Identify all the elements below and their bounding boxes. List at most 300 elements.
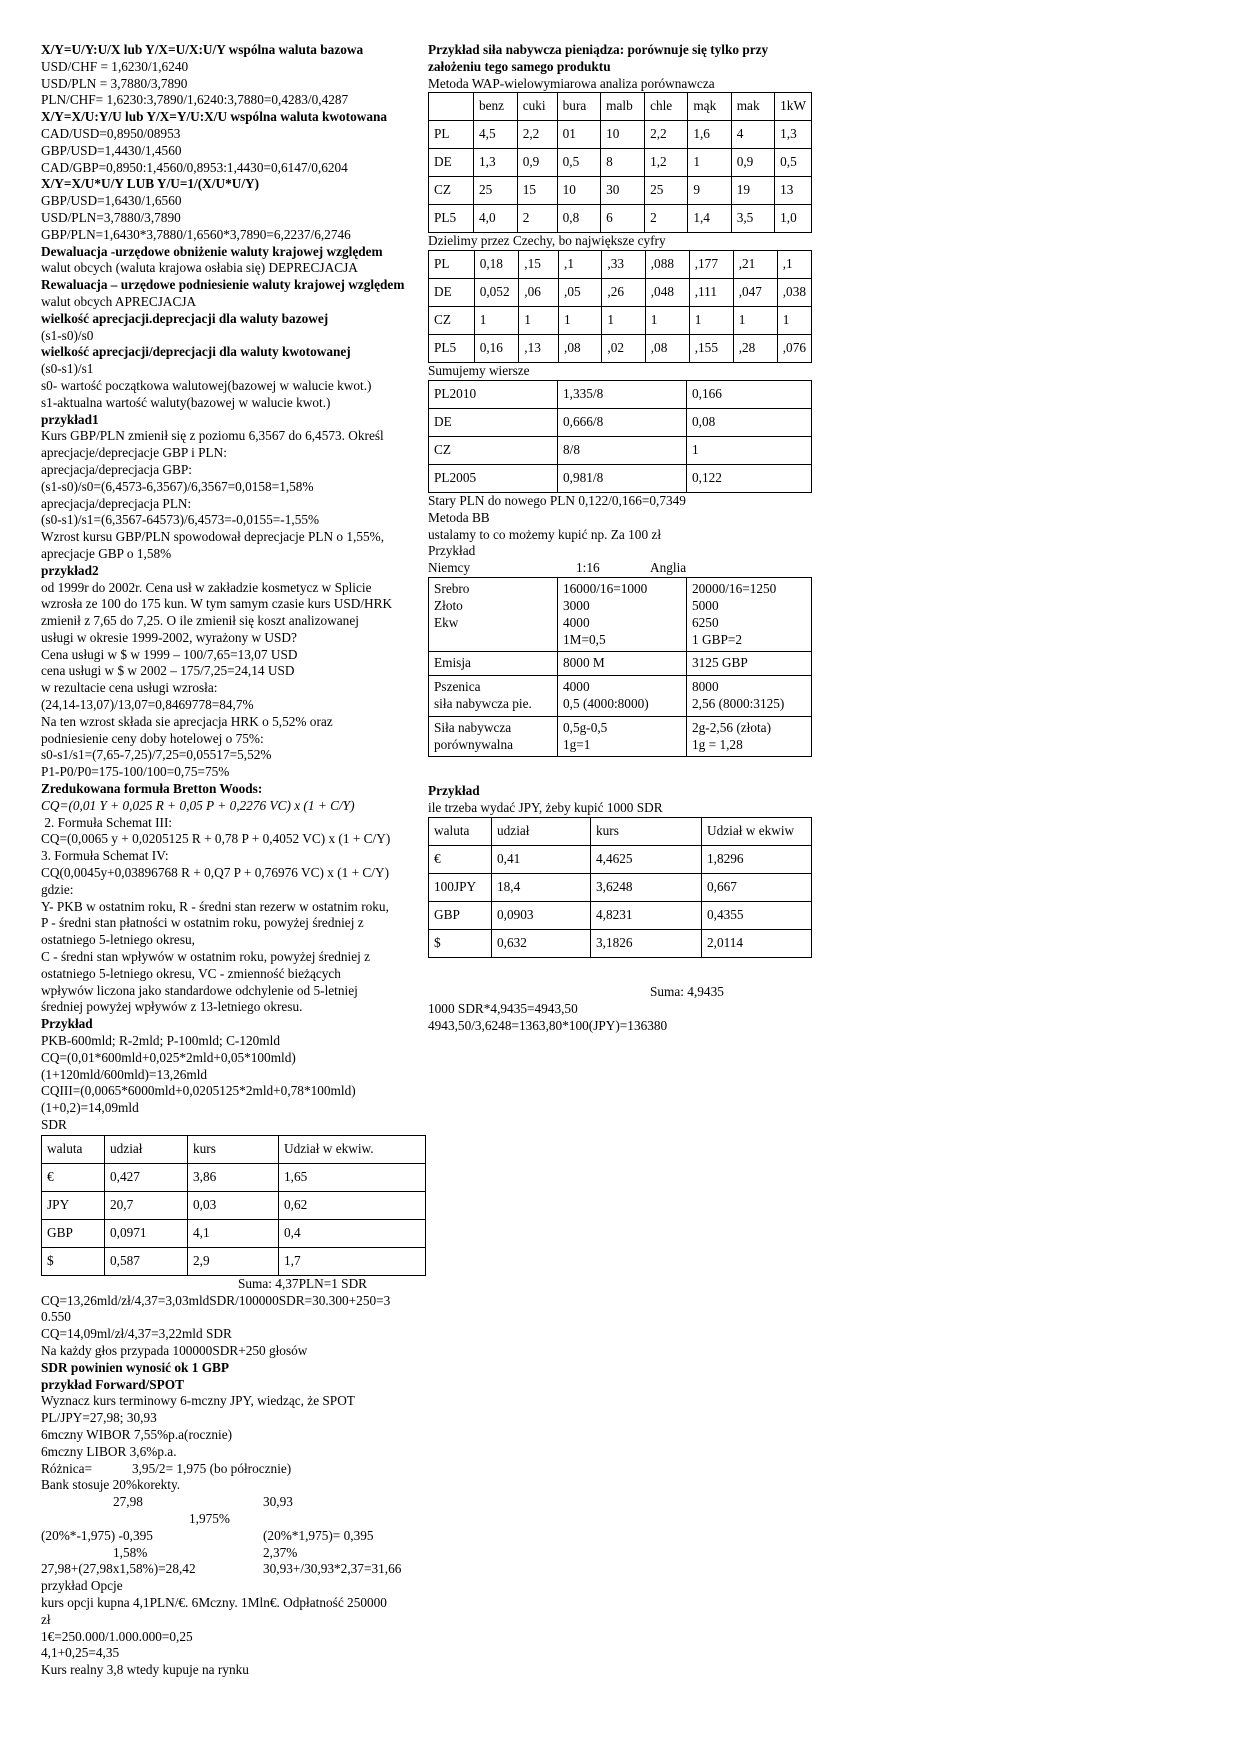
table-cell: 8 xyxy=(601,149,645,177)
table-cell: 1,335/8 xyxy=(558,380,687,408)
options-example-section xyxy=(41,1578,426,1679)
divide-caption: Dzielimy przez Czechy, bo największe cyfry xyxy=(428,233,666,249)
text-line: USD/CHF = 1,6230/1,6240 xyxy=(41,58,189,74)
text-line: w rezultacie cena usługi wzrosła: xyxy=(41,680,218,696)
table-cell: kurs xyxy=(591,817,702,845)
text-line: PLN/CHF= 1,6230:3,7890/1,6240:3,7880=0,4283/0,4287 xyxy=(41,92,349,108)
text-line: Na każdy głos przypada 100000SDR+250 głosów xyxy=(41,1342,308,1358)
table-cell: ,1 xyxy=(777,251,811,279)
text-line: Rewaluacja – urzędowe podniesienie waluty krajowej względem xyxy=(41,277,405,293)
text-line: SDR powinien wynosić ok 1 GBP xyxy=(41,1359,230,1375)
table-cell: 1,3 xyxy=(775,121,812,149)
table-cell: 0,667 xyxy=(702,873,812,901)
table-cell: 4,1 xyxy=(188,1219,279,1247)
table-row xyxy=(42,1135,426,1163)
text-line: 3. Formuła Schemat IV: xyxy=(41,848,169,864)
text-line: CAD/GBP=0,8950:1,4560/0,8953:1,4430=0,6147/0,6204 xyxy=(41,159,348,175)
forward-calc-right: (20%*1,975)= 0,395 xyxy=(263,1527,374,1543)
table-cell: PL5 xyxy=(429,205,474,233)
table-cell: ,111 xyxy=(689,279,733,307)
purchasing-power-subtitle: założeniu tego samego produktu xyxy=(428,58,611,74)
table-cell: benz xyxy=(473,93,517,121)
table-cell: 1 xyxy=(687,436,812,464)
text-line: Na ten wzrost składa sie aprecjacja HRK o 5,52% oraz xyxy=(41,713,333,729)
table-cell: cuki xyxy=(517,93,557,121)
text-line: cena usługi w $ w 2002 – 175/7,25=24,14 USD xyxy=(41,663,295,679)
text-line: Przykład xyxy=(41,1016,93,1032)
table-cell: 30 xyxy=(601,177,645,205)
table-cell: ,13 xyxy=(519,335,559,363)
text-line: 4943,50/3,6248=1363,80*100(JPY)=136380 xyxy=(428,1017,668,1033)
table-cell: mak xyxy=(731,93,774,121)
table-cell: 1 xyxy=(559,307,602,335)
table-cell: 3,6248 xyxy=(591,873,702,901)
table-cell: € xyxy=(429,845,492,873)
table-cell: 0,587 xyxy=(105,1247,188,1275)
table-row xyxy=(429,307,812,335)
table-cell: DE xyxy=(429,279,475,307)
forward-calc-left: 27,98 xyxy=(113,1494,143,1510)
table-cell: ,08 xyxy=(645,335,689,363)
table-cell: 0,18 xyxy=(474,251,519,279)
table-cell: 0,166 xyxy=(687,380,812,408)
forward-calc-row xyxy=(41,1528,426,1545)
text-line: CAD/USD=0,8950/08953 xyxy=(41,125,181,141)
text-line: przykład Opcje xyxy=(41,1578,123,1594)
text-line: wpływów liczona jako standardowe odchylenie od 5-letniej xyxy=(41,982,358,998)
table-cell: ,33 xyxy=(602,251,645,279)
table-row xyxy=(429,408,812,436)
sum-caption: Sumujemy wiersze xyxy=(428,363,530,379)
table-cell: ,076 xyxy=(777,335,811,363)
forward-calc-left: (20%*-1,975) -0,395 xyxy=(41,1527,153,1543)
table-cell xyxy=(429,93,474,121)
text-line: wzrosła ze 100 do 175 kun. W tym samym czasie kurs USD/HRK xyxy=(41,596,393,612)
text-line: 0.550 xyxy=(41,1309,71,1325)
sdr-sum: Suma: 4,37PLN=1 SDR xyxy=(238,1275,368,1291)
text-line: GBP/USD=1,4430/1,4560 xyxy=(41,142,182,158)
text-line: CQ=13,26mld/zł/4,37=3,03mldSDR/100000SDR=30.300+250=3 xyxy=(41,1292,391,1308)
table-cell: 9 xyxy=(688,177,731,205)
table-cell: 4000 0,5 (4000:8000) xyxy=(558,676,687,717)
table-cell: 2 xyxy=(645,205,688,233)
bb-table xyxy=(428,577,812,757)
text-line: PL/JPY=27,98; 30,93 xyxy=(41,1410,157,1426)
text-line: X/Y=X/U:Y/U lub Y/X=Y/U:X/U wspólna waluta kwotowana xyxy=(41,109,388,125)
table-cell: 10 xyxy=(557,177,600,205)
text-line: zł xyxy=(41,1611,51,1627)
text-line: aprecjacja/deprecjacja PLN: xyxy=(41,495,192,511)
table-cell: CZ xyxy=(429,436,558,464)
table-cell: Emisja xyxy=(429,652,558,676)
text-line: CQ=(0,01 Y + 0,025 R + 0,05 P + 0,2276 VC) x (1 + C/Y) xyxy=(41,797,355,813)
table-cell: Srebro Złoto Ekw xyxy=(429,578,558,652)
table-cell: PL5 xyxy=(429,335,475,363)
table-cell: GBP xyxy=(42,1219,105,1247)
table-cell: 15 xyxy=(517,177,557,205)
table-cell: ,1 xyxy=(559,251,602,279)
table-cell: waluta xyxy=(429,817,492,845)
table-cell: 0,5g-0,5 1g=1 xyxy=(558,716,687,757)
table-cell: ,15 xyxy=(519,251,559,279)
table-cell: 4,4625 xyxy=(591,845,702,873)
text-line: X/Y=U/Y:U/X lub Y/X=U/X:U/Y wspólna waluta bazowa xyxy=(41,42,364,57)
text-line: (1+0,2)=14,09mld xyxy=(41,1100,139,1116)
text-line: (s1-s0)/s0 xyxy=(41,327,94,343)
text-line: X/Y=X/U*U/Y LUB Y/U=1/(X/U*U/Y) xyxy=(41,176,260,192)
table-cell: Udział w ekwiw xyxy=(702,817,812,845)
table-cell: 20000/16=1250 5000 6250 1 GBP=2 xyxy=(687,578,812,652)
table-row xyxy=(429,177,812,205)
purchasing-power-title: Przykład siła nabywcza pieniądza: porównuje się tylko przy xyxy=(428,42,769,57)
table-cell: 0,4 xyxy=(279,1219,426,1247)
text-line: przykład Forward/SPOT xyxy=(41,1376,184,1392)
text-line: Wzrost kursu GBP/PLN spowodował deprecjacje PLN o 1,55%, xyxy=(41,529,385,545)
text-line: Kurs realny 3,8 wtedy kupuje na rynku xyxy=(41,1662,249,1678)
text-line: CQ=(0,01*600mld+0,025*2mld+0,05*100mld) xyxy=(41,1049,296,1065)
text-line: zmienił z 7,65 do 7,25. O ile zmienił się koszt analizowanej xyxy=(41,613,359,629)
text-line: średniej powyżej wpływów z 13-letniego okresu. xyxy=(41,999,303,1015)
table-cell: 1,3 xyxy=(473,149,517,177)
table-cell: ,155 xyxy=(689,335,733,363)
text-line: Bank stosuje 20%korekty. xyxy=(41,1477,181,1493)
table-row xyxy=(42,1219,426,1247)
table-row xyxy=(429,279,812,307)
table-cell: 01 xyxy=(557,121,600,149)
forward-calc-left: 27,98+(27,98x1,58%)=28,42 xyxy=(41,1561,196,1577)
table-row xyxy=(429,716,812,757)
table-cell: kurs xyxy=(188,1135,279,1163)
table-row xyxy=(429,93,812,121)
text-line: s1-aktualna wartość waluty(bazowej w walucie kwot.) xyxy=(41,394,331,410)
text-line: (s1-s0)/s0=(6,4573-6,3567)/6,3567=0,0158=1,58% xyxy=(41,478,314,494)
table-cell: Udział w ekwiw. xyxy=(279,1135,426,1163)
sdr2-table xyxy=(428,817,812,958)
text-line: od 1999r do 2002r. Cena usł w zakładzie kosmetycz w Splicie xyxy=(41,579,372,595)
sum-table xyxy=(428,380,812,493)
table-cell: 0,632 xyxy=(492,929,591,957)
table-row xyxy=(429,149,812,177)
table-cell: waluta xyxy=(42,1135,105,1163)
table-row xyxy=(429,676,812,717)
table-row xyxy=(429,436,812,464)
forward-calc-left: 1,58% xyxy=(113,1544,148,1560)
text-line: GBP/USD=1,6430/1,6560 xyxy=(41,193,182,209)
table-cell: 3125 GBP xyxy=(687,652,812,676)
table-cell: JPY xyxy=(42,1191,105,1219)
table-cell: 25 xyxy=(473,177,517,205)
wap-caption: Metoda WAP-wielowymiarowa analiza porównawcza xyxy=(428,75,715,91)
bb-header xyxy=(428,560,813,577)
text-line: SDR xyxy=(41,1117,67,1132)
table-cell: 0,16 xyxy=(474,335,519,363)
table-cell: 1 xyxy=(519,307,559,335)
table-cell: 19 xyxy=(731,177,774,205)
table-cell: 2,0114 xyxy=(702,929,812,957)
table-cell: ,088 xyxy=(645,251,689,279)
table-cell: 0,427 xyxy=(105,1163,188,1191)
table-cell: bura xyxy=(557,93,600,121)
table-row xyxy=(429,817,812,845)
text-line: Zredukowana formuła Bretton Woods: xyxy=(41,781,263,797)
example2-title: Przykład xyxy=(428,783,480,799)
table-cell: CZ xyxy=(429,177,474,205)
text-line: P1-P0/P0=175-100/100=0,75=75% xyxy=(41,764,230,780)
text-line: GBP/PLN=1,6430*3,7880/1,6560*3,7890=6,2237/6,2746 xyxy=(41,226,351,242)
text-line: ustalamy to co możemy kupić np. Za 100 zł xyxy=(428,526,662,542)
table-row xyxy=(429,652,812,676)
table-cell: 0,03 xyxy=(188,1191,279,1219)
table-cell: PL xyxy=(429,251,475,279)
table-cell: 4,0 xyxy=(473,205,517,233)
table-cell: chle xyxy=(645,93,688,121)
table-cell: 0,9 xyxy=(731,149,774,177)
table-cell: 1 xyxy=(474,307,519,335)
forward-calc-row xyxy=(41,1561,426,1578)
text-line: PKB-600mld; R-2mld; P-100mld; C-120mld xyxy=(41,1033,280,1049)
table-row xyxy=(429,845,812,873)
text-line: Różnica= 3,95/2= 1,975 (bo półrocznie) xyxy=(41,1460,292,1476)
forward-calc-row xyxy=(41,1545,426,1562)
text-line: usługi w okresie 1999-2002, wyrażony w USD? xyxy=(41,629,297,645)
table-cell: 1 xyxy=(733,307,777,335)
table-row xyxy=(429,929,812,957)
table-cell: 2 xyxy=(517,205,557,233)
table-cell: 1 xyxy=(689,307,733,335)
table-cell: 1 xyxy=(602,307,645,335)
table-cell: 8000 M xyxy=(558,652,687,676)
text-line: wielkość aprecjacji/deprecjacji dla waluty kwotowanej xyxy=(41,344,351,360)
text-line: ostatniego 5-letniego okresu, VC - zmienność bieżących xyxy=(41,965,341,981)
table-cell: 1,4 xyxy=(688,205,731,233)
sdr-table xyxy=(41,1135,426,1276)
text-line: kurs opcji kupna 4,1PLN/€. 6Mczny. 1Mln€. Odpłatność 250000 xyxy=(41,1594,387,1610)
table-cell: mąk xyxy=(688,93,731,121)
text-line: walut obcych (waluta krajowa osłabia się) DEPRECJACJA xyxy=(41,260,358,276)
table-cell: udział xyxy=(492,817,591,845)
table-cell: 0,5 xyxy=(557,149,600,177)
text-line: (24,14-13,07)/13,07=0,8469778=84,7% xyxy=(41,697,254,713)
text-line: 2. Formuła Schemat III: xyxy=(41,814,173,830)
table-cell: 2,2 xyxy=(645,121,688,149)
table-cell: 2g-2,56 (złota) 1g = 1,28 xyxy=(687,716,812,757)
table-cell: 0,122 xyxy=(687,464,812,492)
table-cell: ,047 xyxy=(733,279,777,307)
text-line: 4,1+0,25=4,35 xyxy=(41,1645,120,1661)
table-cell: 0,5 xyxy=(775,149,812,177)
table-cell: 4 xyxy=(731,121,774,149)
table-cell: 0,052 xyxy=(474,279,519,307)
table-cell: malb xyxy=(601,93,645,121)
table-cell: 0,666/8 xyxy=(558,408,687,436)
table-cell: PL xyxy=(429,121,474,149)
right-column xyxy=(428,42,813,1034)
table-cell: 1kW xyxy=(775,93,812,121)
table-cell: 0,4355 xyxy=(702,901,812,929)
table-cell: $ xyxy=(42,1247,105,1275)
table-row xyxy=(429,121,812,149)
text-line: aprecjacje/deprecjacje GBP i PLN: xyxy=(41,445,227,461)
forward-calc-left: 1,975% xyxy=(189,1510,230,1526)
table-row xyxy=(429,873,812,901)
bb-header-ratio: 1:16 xyxy=(576,560,600,576)
table-cell: 3,86 xyxy=(188,1163,279,1191)
forward-calc-right: 30,93+/30,93*2,37=31,66 xyxy=(263,1561,402,1577)
table-cell: Siła nabywcza porównywalna xyxy=(429,716,558,757)
table-cell: udział xyxy=(105,1135,188,1163)
table-cell: 20,7 xyxy=(105,1191,188,1219)
table-row xyxy=(429,901,812,929)
table-cell: 1,65 xyxy=(279,1163,426,1191)
text-line: CQ=14,09ml/zł/4,37=3,22mld SDR xyxy=(41,1326,232,1342)
text-line: (s0-s1)/s1 xyxy=(41,361,94,377)
divide-table xyxy=(428,250,812,363)
table-cell: 6 xyxy=(601,205,645,233)
text-line: wielkość aprecjacji.deprecjacji dla waluty bazowej xyxy=(41,310,329,326)
table-cell: 13 xyxy=(775,177,812,205)
text-line: przykład1 xyxy=(41,411,99,427)
text-line: Wyznacz kurs terminowy 6-mczny JPY, wiedząc, że SPOT xyxy=(41,1393,355,1409)
table-cell: 0,41 xyxy=(492,845,591,873)
text-line: Cena usługi w $ w 1999 – 100/7,65=13,07 USD xyxy=(41,646,298,662)
forward-calc-right: 30,93 xyxy=(263,1494,293,1510)
table-cell: 100JPY xyxy=(429,873,492,901)
table-row xyxy=(429,205,812,233)
table-cell: 2,2 xyxy=(517,121,557,149)
text-line: USD/PLN=3,7880/3,7890 xyxy=(41,209,181,225)
text-line: CQ(0,0045y+0,03896768 R + 0,Q7 P + 0,76976 VC) x (1 + C/Y) xyxy=(41,865,390,881)
forward-calc-row xyxy=(41,1494,426,1511)
currency-notes-section xyxy=(41,42,426,1134)
bb-header-germany: Niemcy xyxy=(428,560,471,576)
table-cell: 0,9 xyxy=(517,149,557,177)
table-cell: 1 xyxy=(645,307,689,335)
example2-caption: ile trzeba wydać JPY, żeby kupić 1000 SDR xyxy=(428,800,663,816)
table-cell: DE xyxy=(429,408,558,436)
text-line: Y- PKB w ostatnim roku, R - średni stan rezerw w ostatnim roku, xyxy=(41,898,389,914)
text-line: gdzie: xyxy=(41,881,74,897)
text-line: P - średni stan płatności w ostatnim roku, powyżej średniej z xyxy=(41,915,364,931)
table-cell: 1,2 xyxy=(645,149,688,177)
table-cell: 3,5 xyxy=(731,205,774,233)
text-line: 1000 SDR*4,9435=4943,50 xyxy=(428,1000,578,1016)
table-row xyxy=(42,1247,426,1275)
text-line: s0-s1/s1=(7,65-7,25)/7,25=0,05517=5,52% xyxy=(41,747,272,763)
table-cell: 2,9 xyxy=(188,1247,279,1275)
table-cell: ,08 xyxy=(559,335,602,363)
table-cell: 4,8231 xyxy=(591,901,702,929)
table-cell: DE xyxy=(429,149,474,177)
table-cell: 16000/16=1000 3000 4000 1M=0,5 xyxy=(558,578,687,652)
table-cell: 1 xyxy=(777,307,811,335)
table-row xyxy=(429,251,812,279)
table-cell: 18,4 xyxy=(492,873,591,901)
left-column xyxy=(41,42,426,1679)
table-row xyxy=(429,464,812,492)
table-cell: 0,8 xyxy=(557,205,600,233)
text-line: ostatniego 5-letniego okresu, xyxy=(41,932,195,948)
text-line: aprecjacje GBP o 1,58% xyxy=(41,545,172,561)
table-cell: 8000 2,56 (8000:3125) xyxy=(687,676,812,717)
text-line: CQ=(0,0065 y + 0,0205125 R + 0,78 P + 0,4052 VC) x (1 + C/Y) xyxy=(41,831,391,847)
table-row xyxy=(429,578,812,652)
table-cell: 1,8296 xyxy=(702,845,812,873)
table-cell: GBP xyxy=(429,901,492,929)
table-cell: ,05 xyxy=(559,279,602,307)
table-cell: ,26 xyxy=(602,279,645,307)
text-line: Dewaluacja -urzędowe obniżenie waluty krajowej względem xyxy=(41,243,383,259)
table-cell: ,21 xyxy=(733,251,777,279)
table-cell: 8/8 xyxy=(558,436,687,464)
text-line: przykład2 xyxy=(41,562,99,578)
wap-table xyxy=(428,92,812,233)
forward-calculation xyxy=(41,1494,426,1578)
text-line: aprecjacja/deprecjacja GBP: xyxy=(41,461,192,477)
sdr2-sum: Suma: 4,9435 xyxy=(650,983,724,999)
text-line: walut obcych APRECJACJA xyxy=(41,293,197,309)
table-cell: 1 xyxy=(688,149,731,177)
table-cell: 0,0971 xyxy=(105,1219,188,1247)
table-cell: $ xyxy=(429,929,492,957)
table-cell: ,048 xyxy=(645,279,689,307)
text-line: Stary PLN do nowego PLN 0,122/0,166=0,7349 xyxy=(428,492,686,508)
text-line: Przykład xyxy=(428,543,476,559)
sdr2-final-calc xyxy=(428,1001,813,1035)
text-line: Metoda BB xyxy=(428,509,490,525)
table-cell: CZ xyxy=(429,307,475,335)
text-line: (s0-s1)/s1=(6,3567-64573)/6,4573=-0,0155=-1,55% xyxy=(41,512,320,528)
table-cell: € xyxy=(42,1163,105,1191)
table-row xyxy=(429,380,812,408)
table-cell: 1,6 xyxy=(688,121,731,149)
table-cell: ,06 xyxy=(519,279,559,307)
table-cell: ,28 xyxy=(733,335,777,363)
table-row xyxy=(429,335,812,363)
table-cell: 0,981/8 xyxy=(558,464,687,492)
table-cell: PL2005 xyxy=(429,464,558,492)
text-line: USD/PLN = 3,7880/3,7890 xyxy=(41,75,188,91)
text-line: s0- wartość początkowa walutowej(bazowej w walucie kwot.) xyxy=(41,377,372,393)
cq-forward-section xyxy=(41,1293,426,1495)
table-cell: ,177 xyxy=(689,251,733,279)
text-line: 6mczny LIBOR 3,6%p.a. xyxy=(41,1443,177,1459)
table-cell: Pszenica siła nabywcza pie. xyxy=(429,676,558,717)
table-row xyxy=(42,1191,426,1219)
table-cell: 1,7 xyxy=(279,1247,426,1275)
table-cell: PL2010 xyxy=(429,380,558,408)
table-cell: ,02 xyxy=(602,335,645,363)
text-line: C - średni stan wpływów w ostatnim roku, powyżej średniej z xyxy=(41,949,371,965)
bb-method-notes xyxy=(428,493,813,560)
table-cell: ,038 xyxy=(777,279,811,307)
text-line: Kurs GBP/PLN zmienił się z poziomu 6,3567 do 6,4573. Określ xyxy=(41,428,384,444)
table-cell: 0,0903 xyxy=(492,901,591,929)
text-line: 6mczny WIBOR 7,55%p.a(rocznie) xyxy=(41,1426,233,1442)
table-cell: 0,62 xyxy=(279,1191,426,1219)
table-cell: 1,0 xyxy=(775,205,812,233)
table-cell: 0,08 xyxy=(687,408,812,436)
table-cell: 10 xyxy=(601,121,645,149)
table-cell: 25 xyxy=(645,177,688,205)
text-line: CQIII=(0,0065*6000mld+0,0205125*2mld+0,78*100mld) xyxy=(41,1083,356,1099)
forward-calc-row xyxy=(41,1511,426,1528)
text-line: podniesienie ceny doby hotelowej o 75%: xyxy=(41,730,264,746)
forward-calc-right: 2,37% xyxy=(263,1544,298,1560)
table-row xyxy=(42,1163,426,1191)
text-line: (1+120mld/600mld)=13,26mld xyxy=(41,1066,208,1082)
bb-header-england: Anglia xyxy=(650,560,687,576)
table-cell: 3,1826 xyxy=(591,929,702,957)
